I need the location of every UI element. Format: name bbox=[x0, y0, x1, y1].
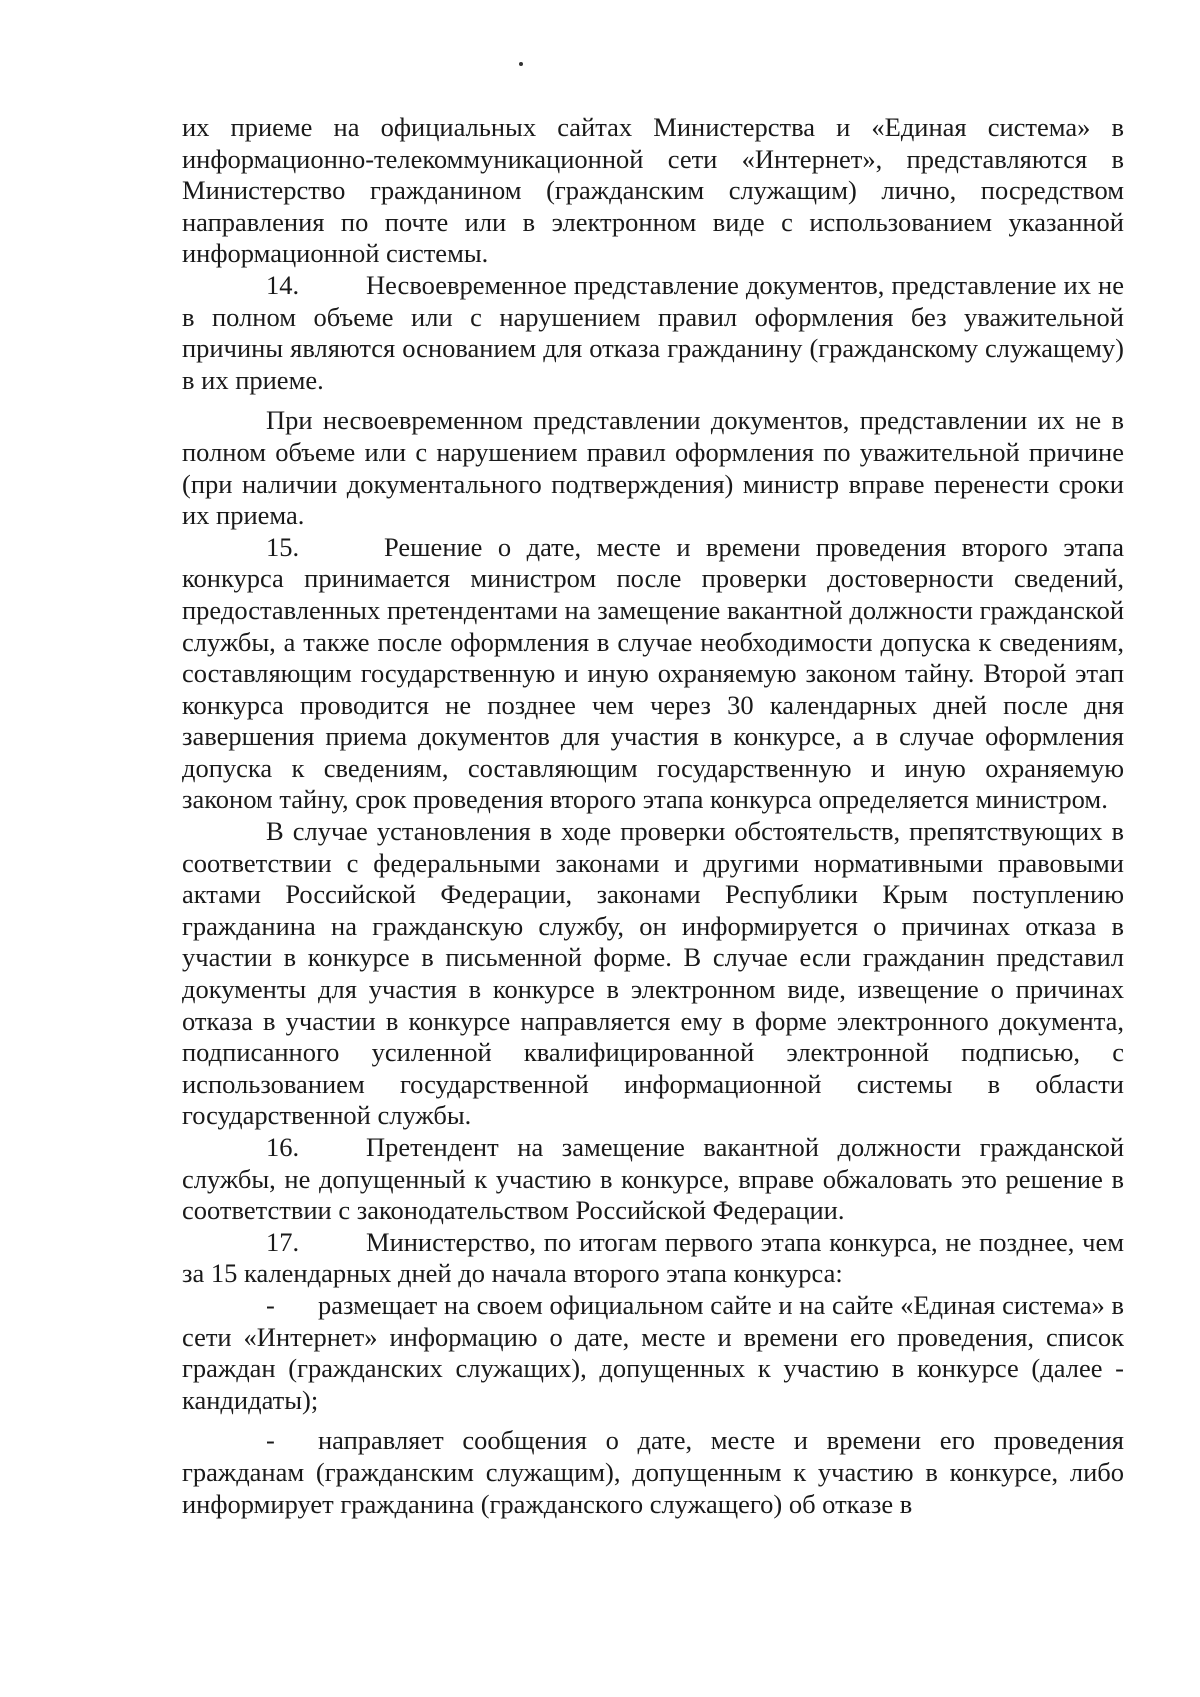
paragraph-text: В случае установления в ходе проверки обстоятельств, препятствующих в соответствии с федеральными законами и другими нормативными правовыми актами Российской Федерации, законами Республики Крым поступлению гражданина на гражданскую службу, он информируется о причинах отказа в участии в конкурсе в письменной форме. В случае если гражданин представил документы для участия в конкурсе в электронном виде, извещение о причинах отказа в участии в конкурсе направляется ему в форме электронного документа, подписанного усиленной квалифицированной электронной подписью, с использованием государственной информационной системы в области государственной службы. bbox=[182, 816, 1124, 1131]
list-item-publish bbox=[182, 1290, 1124, 1416]
clause-number: 15. bbox=[266, 531, 300, 562]
list-item-text: размещает на своем официальном сайте и на сайте «Единая система» в сети «Интернет» информацию о дате, месте и времени его проведения, список граждан (гражданских служащих), допущенных к участию в конкурсе (далее - кандидаты); bbox=[182, 1289, 1124, 1415]
list-item-text: направляет сообщения о дате, месте и времени его проведения гражданам (гражданским служащим), допущенным к участию в конкурсе, либо информирует гражданина (гражданского служащего) об отказе в bbox=[182, 1425, 1124, 1519]
paragraph-continuation bbox=[182, 112, 1124, 270]
clause-14 bbox=[182, 270, 1124, 396]
paragraph-text: При несвоевременном представлении документов, представлении их не в полном объеме или с нарушением правил оформления по уважительной причине (при наличии документального подтверждения) министр вправе перенести сроки их приема. bbox=[182, 405, 1124, 531]
clause-15 bbox=[182, 532, 1124, 816]
paragraph-refusal-notice bbox=[182, 816, 1124, 1132]
list-bullet: - bbox=[266, 1289, 275, 1320]
clause-text: Министерство, по итогам первого этапа конкурса, не позднее, чем за 15 календарных дней до начала второго этапа конкурса: bbox=[182, 1226, 1124, 1289]
clause-text: Несвоевременное представление документов, представление их не в полном объеме или с нарушением правил оформления без уважительной причины являются основанием для отказа гражданину (гражданскому служащему) в их приеме. bbox=[182, 269, 1124, 395]
clause-number: 17. bbox=[266, 1226, 300, 1257]
list-bullet: - bbox=[266, 1425, 275, 1456]
clause-16 bbox=[182, 1132, 1124, 1227]
scan-speck bbox=[519, 62, 523, 66]
clause-17 bbox=[182, 1227, 1124, 1290]
clause-text: Решение о дате, месте и времени проведения второго этапа конкурса принимается министром после проверки достоверности сведений, предоставленных претендентами на замещение вакантной должности гражданской службы, а также после оформления в случае необходимости допуска к сведениям, составляющим государственную и иную охраняемую законом тайну. Второй этап конкурса проводится не позднее чем через 30 календарных дней после дня завершения приема документов для участия в конкурсе, а в случае оформления допуска к сведениям, составляющим государственную и иную охраняемую законом тайну, срок проведения второго этапа конкурса определяется министром. bbox=[182, 531, 1124, 815]
clause-number: 14. bbox=[266, 269, 300, 300]
paragraph-text: их приеме на официальных сайтах Министерства и «Единая система» в информационно-телекоммуникационной сети «Интернет», представляются в Министерство гражданином (гражданским служащим) лично, посредством направления по почте или в электронном виде с использованием указанной информационной системы. bbox=[182, 112, 1124, 269]
clause-number: 16. bbox=[266, 1132, 300, 1162]
clause-text: Претендент на замещение вакантной должности гражданской службы, не допущенный к участию в конкурсе, вправе обжаловать это решение в соответствии с законодательством Российской Федерации. bbox=[182, 1132, 1124, 1226]
list-item-notify bbox=[182, 1425, 1124, 1520]
paragraph-late-submission bbox=[182, 405, 1124, 531]
document-page bbox=[182, 112, 1124, 1520]
